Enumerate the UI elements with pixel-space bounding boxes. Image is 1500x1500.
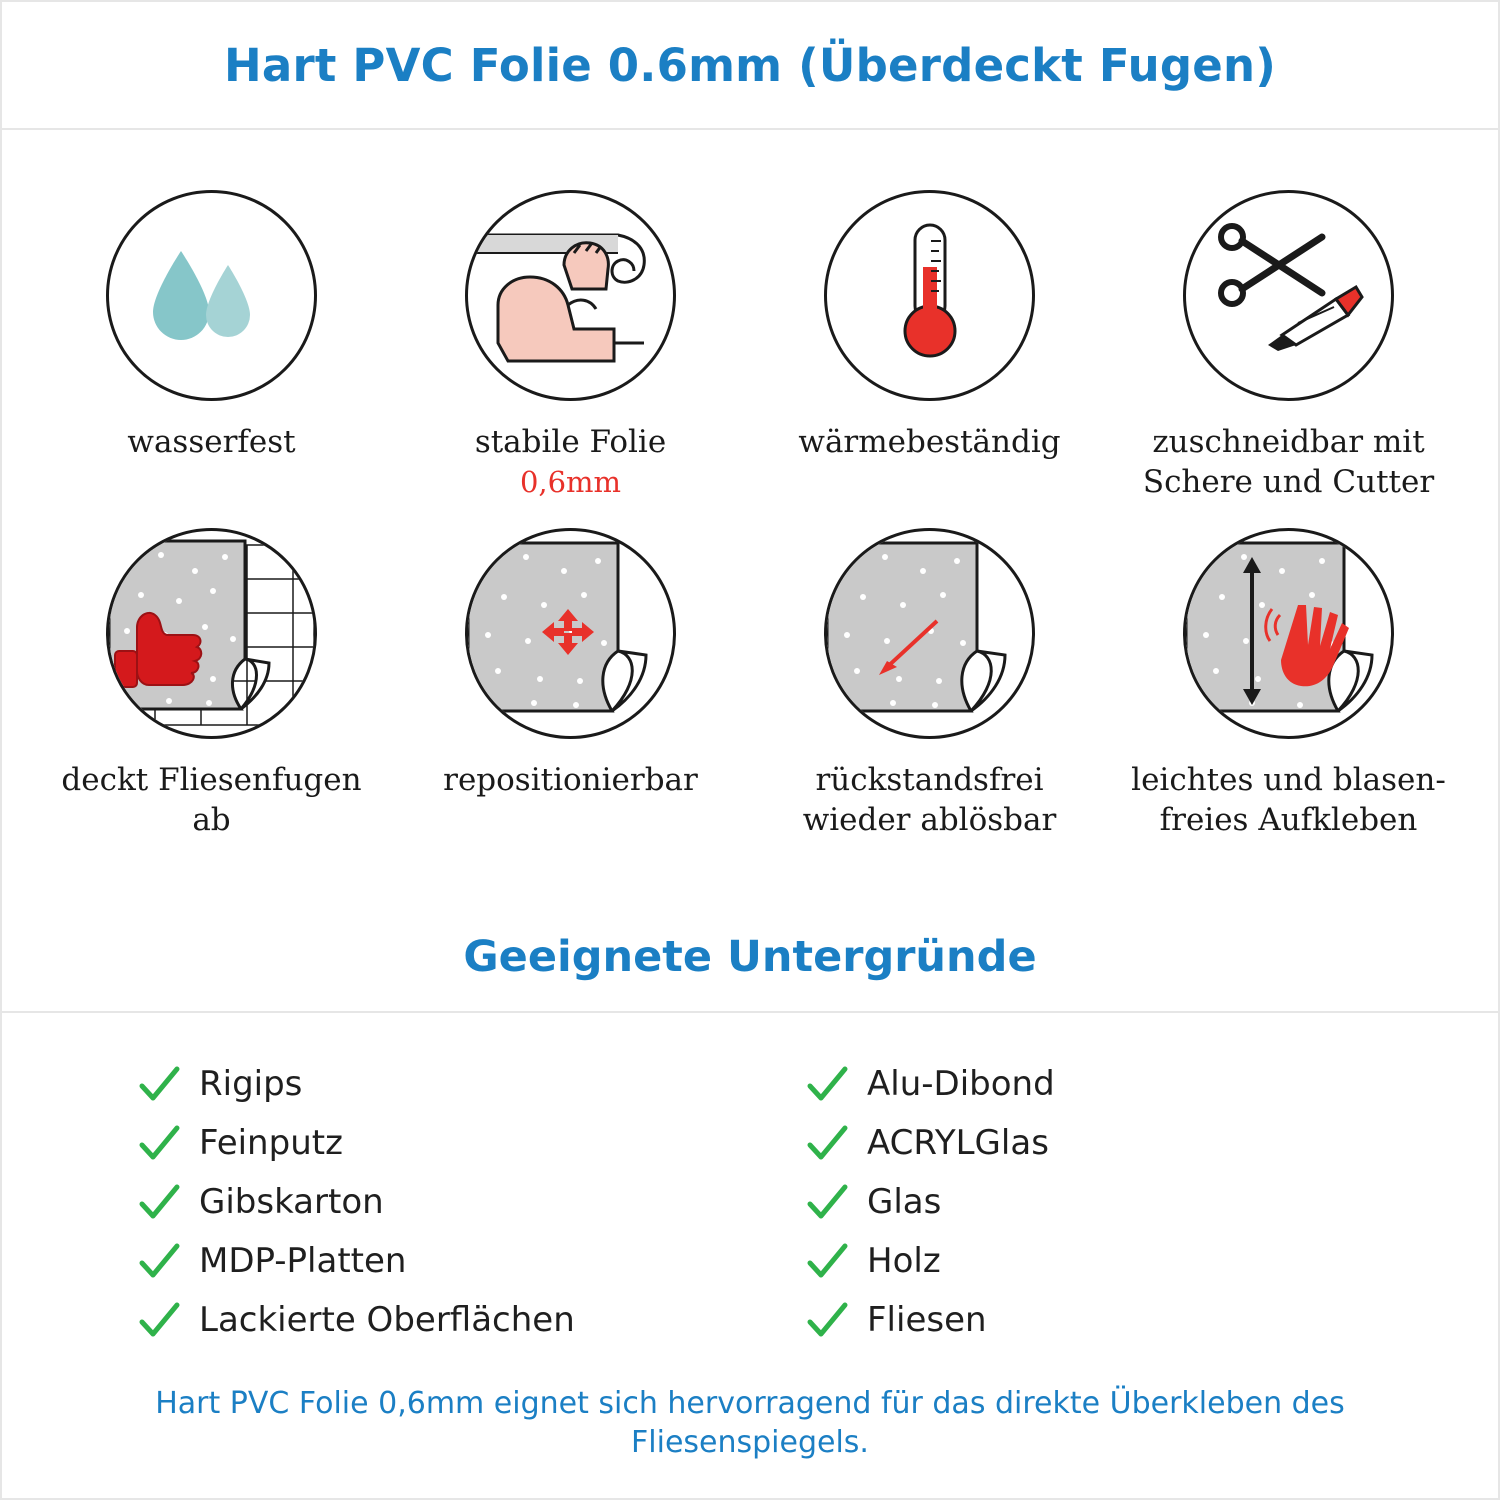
list-item-label: ACRYLGlas bbox=[867, 1123, 1049, 1164]
section-title: Geeignete Untergründe bbox=[463, 931, 1037, 982]
list-item-label: Rigips bbox=[199, 1064, 303, 1105]
features-grid bbox=[2, 130, 1498, 841]
feature-label: stabile Folie bbox=[474, 424, 667, 460]
list-item bbox=[805, 1232, 1498, 1291]
check-icon bbox=[805, 1298, 849, 1342]
water-drops-icon bbox=[106, 190, 317, 401]
flexed-biceps-icon bbox=[465, 190, 676, 401]
peel-arrow-icon bbox=[824, 528, 1035, 739]
feature-item bbox=[750, 528, 1109, 840]
feature-item bbox=[391, 190, 750, 502]
list-item bbox=[805, 1055, 1498, 1114]
list-item bbox=[137, 1055, 750, 1114]
feature-label: wasserfest bbox=[127, 424, 296, 460]
footer-note: Hart PVC Folie 0,6mm eignet sich hervorragend für das direkte Überkleben des Fliesenspiegels. bbox=[155, 1385, 1345, 1461]
check-icon bbox=[137, 1062, 181, 1106]
feature-label: wärmebeständig bbox=[798, 424, 1061, 460]
header bbox=[2, 2, 1498, 130]
scissors-and-cutter-icon bbox=[1183, 190, 1394, 401]
feature-item bbox=[1109, 528, 1468, 840]
feature-item bbox=[32, 190, 391, 502]
list-item bbox=[137, 1114, 750, 1173]
smoothing-hand-icon bbox=[1183, 528, 1394, 739]
feature-label: zuschneidbar mit Schere und Cutter bbox=[1142, 424, 1435, 500]
feature-label: leichtes und blasen- freies Aufkleben bbox=[1131, 762, 1446, 839]
four-way-arrow-icon bbox=[465, 528, 676, 739]
list-item bbox=[137, 1173, 750, 1232]
substrates-column-left bbox=[2, 1055, 750, 1350]
list-item-label: Glas bbox=[867, 1182, 942, 1223]
feature-item bbox=[1109, 190, 1468, 502]
list-item-label: MDP-Platten bbox=[199, 1241, 407, 1282]
page-title: Hart PVC Folie 0.6mm (Überdeckt Fugen) bbox=[224, 38, 1276, 92]
check-icon bbox=[137, 1180, 181, 1224]
feature-item bbox=[391, 528, 750, 840]
check-icon bbox=[137, 1239, 181, 1283]
check-icon bbox=[137, 1121, 181, 1165]
check-icon bbox=[805, 1121, 849, 1165]
list-item bbox=[137, 1291, 750, 1350]
thumbs-up-tile-icon bbox=[106, 528, 317, 739]
check-icon bbox=[805, 1239, 849, 1283]
list-item-label: Alu-Dibond bbox=[867, 1064, 1055, 1105]
check-icon bbox=[137, 1298, 181, 1342]
feature-label: rückstandsfrei wieder ablösbar bbox=[802, 762, 1057, 839]
feature-label: deckt Fliesenfugen ab bbox=[61, 762, 362, 839]
feature-item bbox=[32, 528, 391, 840]
thermometer-icon bbox=[824, 190, 1035, 401]
list-item-label: Feinputz bbox=[199, 1123, 343, 1164]
list-item bbox=[137, 1232, 750, 1291]
substrates-list bbox=[2, 1013, 1498, 1350]
feature-label: repositionierbar bbox=[443, 762, 698, 799]
feature-item bbox=[750, 190, 1109, 502]
list-item-label: Gibskarton bbox=[199, 1182, 384, 1223]
feature-sublabel: 0,6mm bbox=[519, 464, 622, 499]
check-icon bbox=[805, 1180, 849, 1224]
list-item bbox=[805, 1291, 1498, 1350]
list-item bbox=[805, 1173, 1498, 1232]
list-item bbox=[805, 1114, 1498, 1173]
check-icon bbox=[805, 1062, 849, 1106]
list-item-label: Holz bbox=[867, 1241, 941, 1282]
section-header bbox=[2, 903, 1498, 1013]
list-item-label: Lackierte Oberflächen bbox=[199, 1300, 575, 1341]
list-item-label: Fliesen bbox=[867, 1300, 987, 1341]
substrates-column-right bbox=[750, 1055, 1498, 1350]
